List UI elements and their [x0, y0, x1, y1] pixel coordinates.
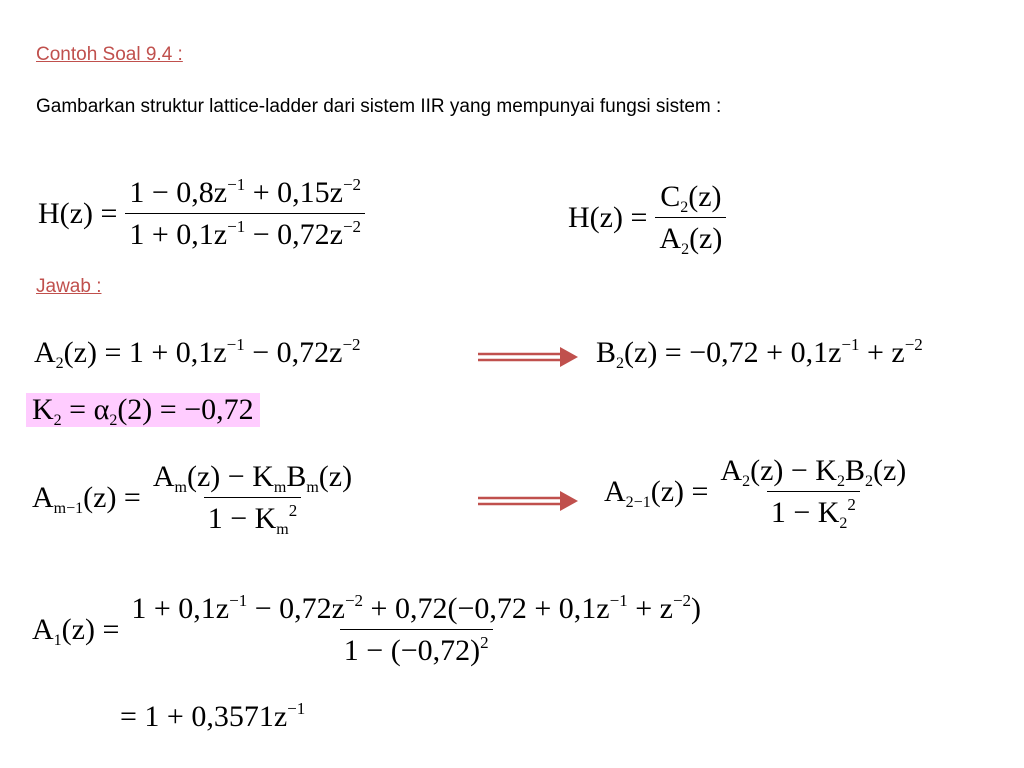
answer-label: Jawab : — [36, 276, 102, 297]
a1-computation — [32, 591, 705, 667]
b2-polynomial: $B_2(z) = -0,72 + 0,1z^{-1} + z^{-2}$ — [596, 335, 923, 372]
denominator: $A_2(z)$ — [655, 217, 726, 254]
step-down-recursion-formula — [32, 460, 356, 538]
example-title: Contoh Soal 9.4 : — [36, 44, 183, 65]
fraction — [149, 460, 356, 538]
numerator: $C_2(z)$ — [660, 180, 722, 216]
step-down-recursion-m2 — [604, 454, 910, 532]
right-arrow-icon — [476, 490, 580, 514]
numerator: $1 + 0,1z^{-1} - 0,72z^{-2} + 0,72(-0,72 + 0,1z^{-1} + z^{-2})$ — [131, 591, 702, 625]
reflection-coefficient-k2: $K_2 = \alpha_2(2) = -0,72$ — [26, 393, 260, 427]
fraction — [716, 454, 910, 532]
a2-polynomial: $A_2(z) = 1 + 0,1z^{-1} - 0,72z^{-2}$ — [34, 335, 361, 372]
eq-lhs: $A_{2-1}(z)$ = — [604, 475, 709, 511]
numerator: $A_m(z) - K_mB_m(z)$ — [152, 460, 353, 496]
a1-result: = $1 + 0,3571z^{-1}$ — [120, 699, 306, 733]
transfer-function-equation — [38, 175, 365, 251]
eq-lhs: H(z) = — [568, 201, 648, 234]
transfer-function-ratio-equation — [568, 180, 726, 258]
eq-lhs: $A_1(z)$ = — [32, 613, 120, 649]
numerator: $A_2(z) - K_2B_2(z)$ — [720, 454, 907, 490]
denominator: $1 - (-0,72)^2$ — [340, 629, 493, 666]
denominator: $1 - K_m^2$ — [204, 497, 302, 534]
eq-lhs: $A_{m-1}(z)$ = — [32, 481, 141, 517]
problem-statement: Gambarkan struktur lattice-ladder dari sistem IIR yang mempunyai fungsi sistem : — [36, 96, 722, 117]
numerator: $1 - 0,8z^{-1} + 0,15z^{-2}$ — [129, 175, 362, 209]
fraction — [125, 175, 365, 251]
denominator: $1 + 0,1z^{-1} - 0,72z^{-2}$ — [125, 213, 365, 250]
fraction — [655, 180, 726, 258]
denominator: $1 - K_2^2$ — [767, 491, 860, 528]
eq-lhs: H(z) = — [38, 197, 118, 230]
right-arrow-icon — [476, 346, 580, 370]
fraction — [127, 591, 705, 667]
